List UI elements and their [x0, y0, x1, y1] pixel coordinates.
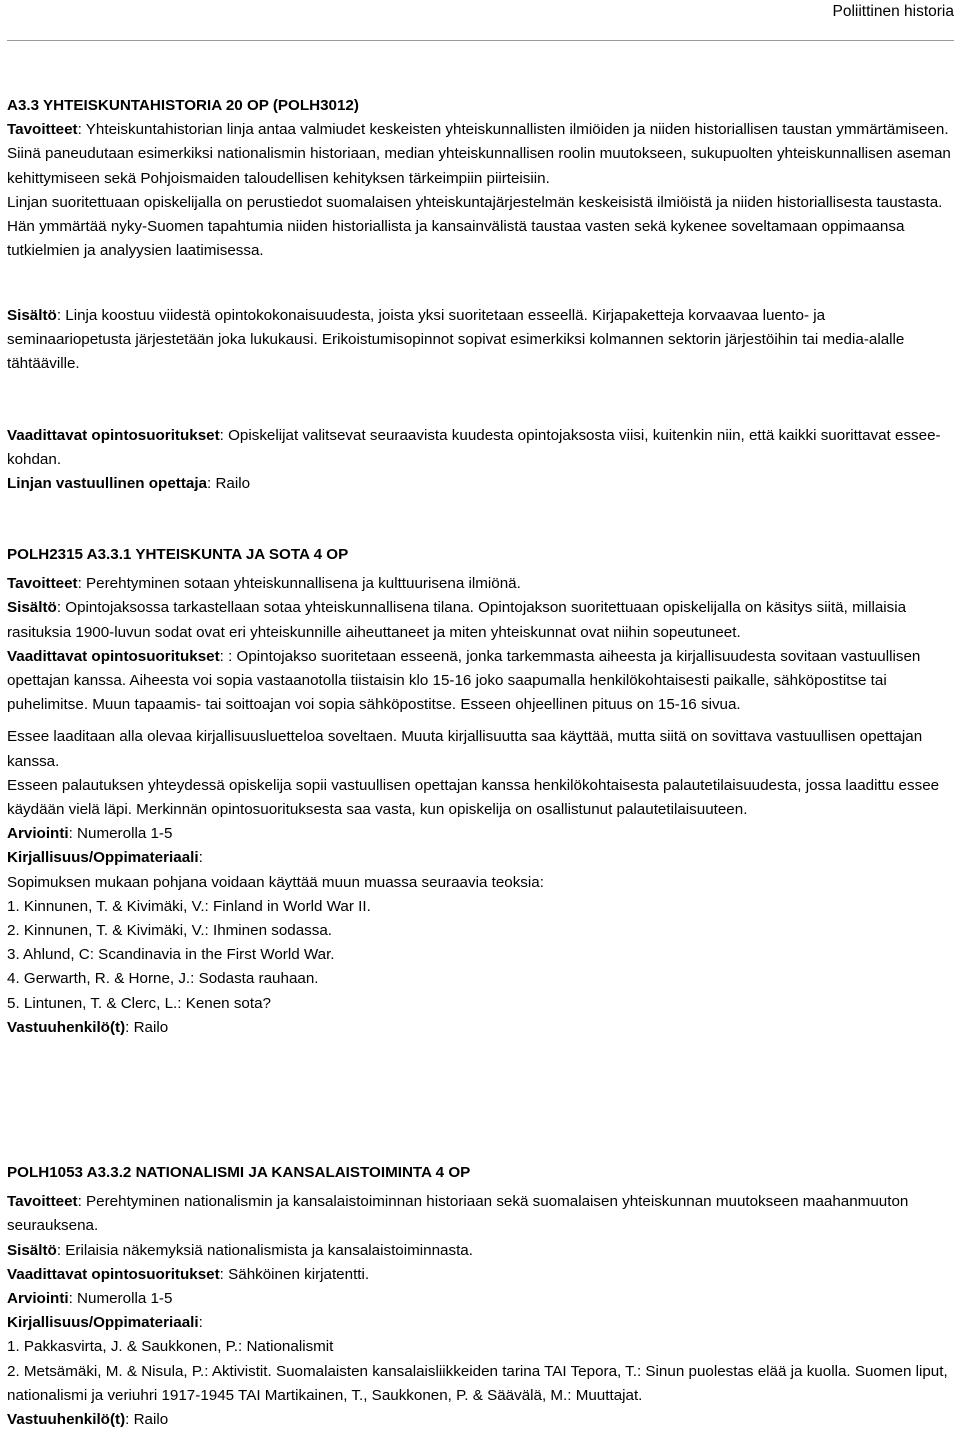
course-1-literature-item: 1. Kinnunen, T. & Kivimäki, V.: Finland in World War II. [7, 897, 371, 915]
line-requirements-section [7, 424, 953, 497]
line-teacher: Linjan vastuullinen opettaja: Railo [7, 475, 251, 493]
line-content-section [7, 304, 953, 377]
course-2-heading: POLH1053 A3.3.2 NATIONALISMI JA KANSALAISTOIMINTA 4 OP [7, 1164, 471, 1181]
course-1-literature-label: Kirjallisuus/Oppimateriaali: [7, 849, 203, 867]
course-2-responsible: Vastuuhenkilö(t): Railo [7, 1411, 169, 1429]
page-header [7, 0, 954, 41]
course-2-content: Sisältö: Erilaisia näkemyksiä nationalismista ja kansalaistoiminnasta. [7, 1241, 473, 1259]
line-section [7, 94, 953, 263]
course-2-section [7, 1161, 953, 1432]
course-2-grading: Arviointi: Numerolla 1-5 [7, 1290, 173, 1308]
course-1-content: Sisältö: Opintojaksossa tarkastellaan sotaa yhteiskunnallisena tilana. Opintojakson suoritettuaan opiskelijalla on käsitys siitä, millaisia rasituksia 1900-luvun sodat ovat eri yhteiskunnille aiheuttaneet ja miten yhteiskunnat ovat niihin sopeutuneet. [7, 599, 907, 641]
course-2-goals: Tavoitteet: Perehtyminen nationalismin ja kansalaistoiminnan historiaan sekä suomalaisen yhteiskunnan muutokseen maahanmuuton seurauksena. [7, 1193, 909, 1235]
course-1-section [7, 543, 953, 1040]
course-1-literature-intro: Sopimuksen mukaan pohjana voidaan käyttää muun muassa seuraavia teoksia: [7, 873, 544, 891]
course-1-responsible: Vastuuhenkilö(t): Railo [7, 1018, 169, 1036]
course-1-literature-item: 2. Kinnunen, T. & Kivimäki, V.: Ihminen sodassa. [7, 922, 333, 940]
line-requirements: Vaadittavat opintosuoritukset: Opiskelijat valitsevat seuraavista kuudesta opintojaksosta viisi, kuitenkin niin, että kaikki suorittavat essee-kohdan. [7, 427, 941, 469]
course-1-essay-feedback: Esseen palautuksen yhteydessä opiskelija sopii vastuullisen opettajan kanssa henkilökohtaisesta palautetilaisuudesta, jossa laadittu essee käydään vielä läpi. Merkinnän opintosuorituksesta saa vasta, kun opiskelija on osallistunut palautetilaisuuteen. [7, 776, 940, 819]
line-content: Sisältö: Linja koostuu viidestä opintokokonaisuudesta, joista yksi suoritetaan esseellä. Kirjapaketteja korvaavaa luento- ja seminaariopetusta järjestetään joka lukukausi. Erikoistumisopinnot sopivat esimerkiksi kolmannen sektorin järjestöihin tai media-alalle tähtääville. [7, 307, 905, 373]
line-goals: Tavoitteet: Yhteiskuntahistorian linja antaa valmiudet keskeisten yhteiskunnallisten ilmiöiden ja niiden historiallisen taustan ymmärtämiseen. Siinä paneudutaan esimerkiksi nationalismin historiaan, median yhteiskunnallisen roolin muutokseen, sukupuolten yhteiskunnallisen aseman kehittymiseen sekä Pohjoismaiden taloudellisen kehityksen tärkeimpiin piirteisiin. [7, 121, 951, 187]
course-1-goals: Tavoitteet: Perehtyminen sotaan yhteiskunnallisena ja kulttuurisena ilmiönä. [7, 575, 521, 593]
running-header-title: Poliittinen historia [832, 3, 954, 20]
course-2-literature-item: 2. Metsämäki, M. & Nisula, P.: Aktivistit. Suomalaisten kansalaisliikkeiden tarina TAI Tepora, T.: Sinun puolestas elää ja kuolla. Suomen liput, nationalismi ja veriuhri 1917-1945 TAI Martikainen, T., Saukkonen, P. & Säävälä, M.: Muuttajat. [7, 1362, 948, 1404]
course-2-literature-item: 1. Pakkasvirta, J. & Saukkonen, P.: Nationalismit [7, 1338, 334, 1356]
course-1-literature-item: 5. Lintunen, T. & Clerc, L.: Kenen sota? [7, 994, 271, 1012]
course-1-requirements: Vaadittavat opintosuoritukset: : Opintojakso suoritetaan esseenä, jonka tarkemmasta aiheesta ja kirjallisuudesta sovitaan vastuullisen opettajan kanssa. Aiheesta voi sopia vastaanotolla tiistaisin klo 15-16 joko saapumalla henkilökohtaisesti paikalle, sähköpostitse tai puhelimitse. Muun tapaamis- tai soittoajan voi sopia sähköpostitse. Esseen ohjeellinen pituus on 15-16 sivua. [7, 647, 921, 714]
line-outcome: Linjan suoritettuaan opiskelijalla on perustiedot suomalaisen yhteiskuntajärjestelmän keskeisistä ilmiöistä ja niiden historiallisesta taustasta. Hän ymmärtää nyky-Suomen tapahtumia niiden historiallista ja kansainvälistä taustaa vasten sekä kykenee soveltamaan oppimaansa tutkielmien ja analyysien laatimisessa. [7, 193, 943, 260]
course-1-heading: POLH2315 A3.3.1 YHTEISKUNTA JA SOTA 4 OP [7, 546, 349, 563]
course-2-literature-label: Kirjallisuus/Oppimateriaali: [7, 1314, 203, 1332]
line-heading: A3.3 YHTEISKUNTAHISTORIA 20 OP (POLH3012) [7, 97, 359, 114]
course-1-grading: Arviointi: Numerolla 1-5 [7, 825, 173, 843]
course-1-literature-item: 4. Gerwarth, R. & Horne, J.: Sodasta rauhaan. [7, 970, 319, 988]
course-2-requirements: Vaadittavat opintosuoritukset: Sähköinen kirjatentti. [7, 1265, 370, 1283]
course-1-literature-item: 3. Ahlund, C: Scandinavia in the First World War. [7, 946, 335, 964]
course-1-essay-info: Essee laaditaan alla olevaa kirjallisuusluetteloa soveltaen. Muuta kirjallisuutta saa käyttää, mutta siitä on sovittava vastuullisen opettajan kanssa. [7, 728, 923, 770]
